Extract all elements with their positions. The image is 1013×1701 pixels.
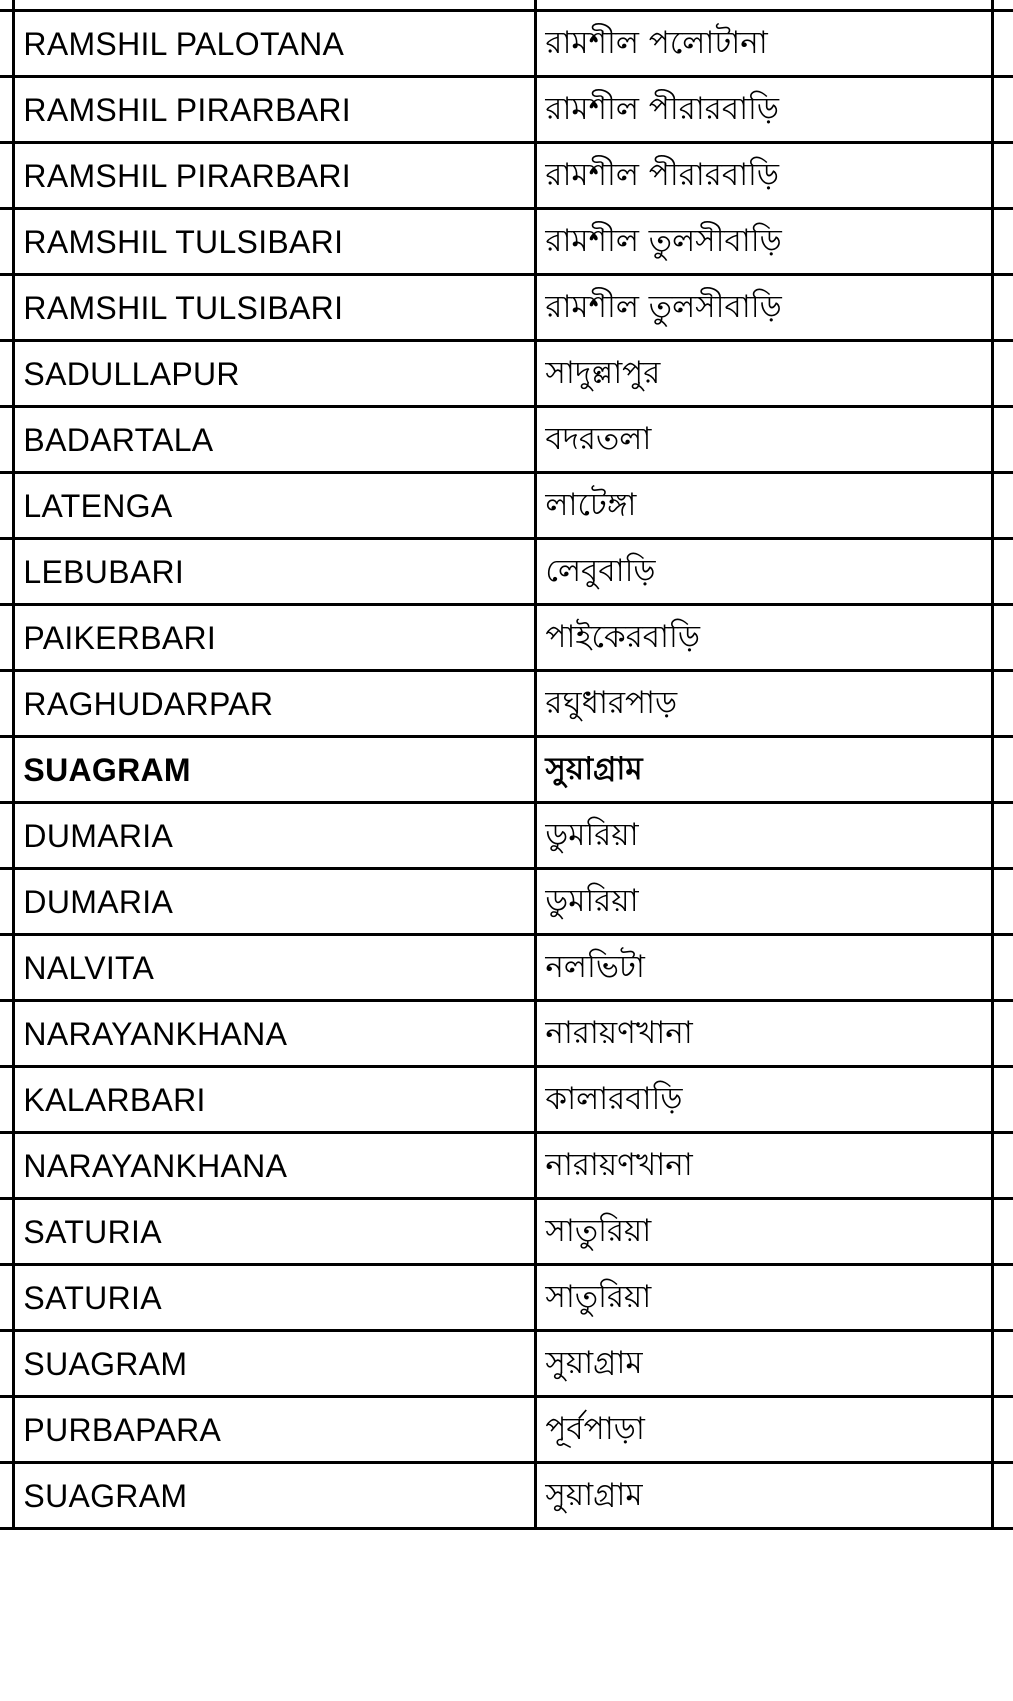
table-edge-cell-left [0, 1463, 14, 1529]
table-edge-cell-left [0, 737, 14, 803]
table-row [0, 539, 1013, 605]
bengali-name-cell: সাতুরিয়া [536, 1199, 993, 1265]
english-name-cell: NARAYANKHANA [14, 1001, 536, 1067]
english-name-cell: LATENGA [14, 473, 536, 539]
bengali-name-cell: পাইকেরবাড়ি [536, 605, 993, 671]
table-row [0, 143, 1013, 209]
english-name-cell: RAMSHIL PALOTANA [14, 11, 536, 77]
table-edge-cell-right [993, 341, 1013, 407]
table-edge-cell-right [993, 209, 1013, 275]
table-edge-cell-left [0, 341, 14, 407]
english-name-cell: NARAYANKHANA [14, 1133, 536, 1199]
table-edge-cell-left [0, 671, 14, 737]
bengali-name-cell: পূর্বপাড়া [536, 1397, 993, 1463]
bengali-name-cell: কালারবাড়ি [536, 1067, 993, 1133]
table-edge-cell-left [0, 1001, 14, 1067]
bengali-name-cell: রামশীল পলোটানা [536, 11, 993, 77]
english-name-cell [14, 0, 536, 11]
table-row [0, 1331, 1013, 1397]
table-edge-cell-left [0, 473, 14, 539]
bengali-name-cell: রামশীল তুলসীবাড়ি [536, 275, 993, 341]
table-edge-cell-right [993, 1463, 1013, 1529]
bengali-name-cell: বদরতলা [536, 407, 993, 473]
table-edge-cell-right [993, 671, 1013, 737]
english-name-cell: SUAGRAM [14, 1331, 536, 1397]
table-edge-cell-left [0, 935, 14, 1001]
table-edge-cell-left [0, 1397, 14, 1463]
table-row [0, 1265, 1013, 1331]
english-name-cell: SUAGRAM [14, 1463, 536, 1529]
bengali-name-cell: ডুমরিয়া [536, 803, 993, 869]
table-edge-cell-left [0, 11, 14, 77]
table-edge-cell-right [993, 737, 1013, 803]
table-edge-cell-right [993, 143, 1013, 209]
table-edge-cell-right [993, 1331, 1013, 1397]
table-edge-cell-right [993, 539, 1013, 605]
english-name-cell: RAMSHIL PIRARBARI [14, 143, 536, 209]
table-row [0, 275, 1013, 341]
bengali-name-cell: নারায়ণখানা [536, 1133, 993, 1199]
table-row-partial-top [0, 0, 1013, 11]
bengali-name-cell: লেবুবাড়ি [536, 539, 993, 605]
english-name-cell: PURBAPARA [14, 1397, 536, 1463]
table-edge-cell-right [993, 1067, 1013, 1133]
table-edge-cell-right [993, 1397, 1013, 1463]
table-edge-cell-left [0, 869, 14, 935]
table-edge-cell-left [0, 1067, 14, 1133]
bengali-name-cell: সাতুরিয়া [536, 1265, 993, 1331]
table-edge-cell-left [0, 0, 14, 11]
table-row [0, 1463, 1013, 1529]
table-edge-cell-right [993, 0, 1013, 11]
table-edge-cell-left [0, 77, 14, 143]
bengali-name-cell: রঘুধারপাড় [536, 671, 993, 737]
bengali-name-cell: সুয়াগ্রাম [536, 737, 993, 803]
table-row [0, 209, 1013, 275]
table-row [0, 671, 1013, 737]
table-edge-cell-right [993, 605, 1013, 671]
table-edge-cell-left [0, 803, 14, 869]
english-name-cell: BADARTALA [14, 407, 536, 473]
english-name-cell: SATURIA [14, 1265, 536, 1331]
table-row [0, 1001, 1013, 1067]
table-edge-cell-left [0, 1265, 14, 1331]
table-edge-cell-right [993, 1133, 1013, 1199]
bengali-name-cell: নারায়ণখানা [536, 1001, 993, 1067]
english-name-cell: DUMARIA [14, 869, 536, 935]
table-edge-cell-left [0, 539, 14, 605]
table-edge-cell-right [993, 935, 1013, 1001]
english-name-cell: RAGHUDARPAR [14, 671, 536, 737]
table-edge-cell-right [993, 77, 1013, 143]
bengali-name-cell: সাদুল্লাপুর [536, 341, 993, 407]
table-row [0, 1133, 1013, 1199]
table-row [0, 407, 1013, 473]
table-edge-cell-right [993, 1001, 1013, 1067]
table-edge-cell-right [993, 803, 1013, 869]
english-name-cell: RAMSHIL TULSIBARI [14, 275, 536, 341]
table-row [0, 737, 1013, 803]
table-edge-cell-left [0, 275, 14, 341]
table-edge-cell-left [0, 1331, 14, 1397]
bengali-name-cell: ডুমরিয়া [536, 869, 993, 935]
table-edge-cell-right [993, 869, 1013, 935]
table-edge-cell-left [0, 1199, 14, 1265]
table-edge-cell-right [993, 1199, 1013, 1265]
english-name-cell: SUAGRAM [14, 737, 536, 803]
table-row [0, 869, 1013, 935]
english-name-cell: RAMSHIL TULSIBARI [14, 209, 536, 275]
table-row [0, 77, 1013, 143]
table-edge-cell-right [993, 11, 1013, 77]
bengali-name-cell: সুয়াগ্রাম [536, 1463, 993, 1529]
table-row [0, 341, 1013, 407]
table-edge-cell-left [0, 1133, 14, 1199]
table-edge-cell-left [0, 143, 14, 209]
english-name-cell: SADULLAPUR [14, 341, 536, 407]
table-edge-cell-right [993, 407, 1013, 473]
bengali-name-cell [536, 0, 993, 11]
table-edge-cell-right [993, 473, 1013, 539]
english-name-cell: RAMSHIL PIRARBARI [14, 77, 536, 143]
table-edge-cell-right [993, 1265, 1013, 1331]
table-row [0, 1397, 1013, 1463]
table-row [0, 1199, 1013, 1265]
table-edge-cell-right [993, 275, 1013, 341]
table-row [0, 11, 1013, 77]
table-edge-cell-left [0, 209, 14, 275]
english-name-cell: SATURIA [14, 1199, 536, 1265]
table-row [0, 473, 1013, 539]
english-name-cell: PAIKERBARI [14, 605, 536, 671]
bengali-name-cell: রামশীল তুলসীবাড়ি [536, 209, 993, 275]
english-name-cell: LEBUBARI [14, 539, 536, 605]
table-edge-cell-left [0, 407, 14, 473]
bengali-name-cell: নলভিটা [536, 935, 993, 1001]
table-row [0, 935, 1013, 1001]
table-row [0, 1067, 1013, 1133]
table-edge-cell-left [0, 605, 14, 671]
bengali-name-cell: রামশীল পীরারবাড়ি [536, 77, 993, 143]
english-name-cell: NALVITA [14, 935, 536, 1001]
english-name-cell: DUMARIA [14, 803, 536, 869]
table-row [0, 605, 1013, 671]
bengali-name-cell: রামশীল পীরারবাড়ি [536, 143, 993, 209]
bengali-name-cell: সুয়াগ্রাম [536, 1331, 993, 1397]
english-name-cell: KALARBARI [14, 1067, 536, 1133]
table-row [0, 803, 1013, 869]
bengali-name-cell: লাটেঙ্গা [536, 473, 993, 539]
